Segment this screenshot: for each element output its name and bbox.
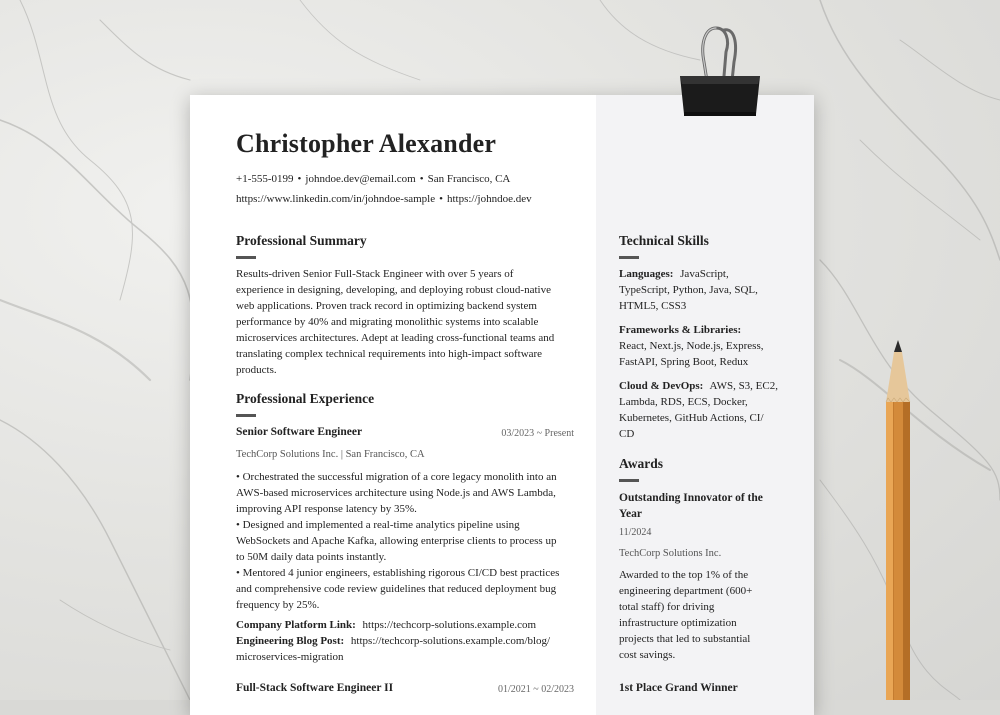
section-rule xyxy=(619,479,639,482)
bullet-line: WebSockets and Apache Kafka, allowing enterprise clients to process up xyxy=(236,535,557,547)
award-title xyxy=(619,680,789,696)
award-org: TechCorp Solutions Inc. xyxy=(619,548,722,559)
summary-line: web applications. Proven track record in optimizing backend system xyxy=(236,300,537,312)
job-title: Full-Stack Software Engineer II xyxy=(236,682,394,694)
section-rule xyxy=(619,256,639,259)
award-desc-line: infrastructure optimization xyxy=(619,617,737,629)
award-desc-line: projects that led to substantial xyxy=(619,633,751,645)
job-dates: 03/2023 ~ Present xyxy=(501,428,574,439)
location-text: San Francisco, CA xyxy=(427,173,511,185)
section-rule xyxy=(236,256,256,259)
separator: • xyxy=(297,173,302,185)
job-title: Senior Software Engineer xyxy=(236,426,363,438)
blog-link-row xyxy=(236,633,586,665)
award-desc-line: Awarded to the top 1% of the xyxy=(619,569,749,581)
candidate-name: Christopher Alexander xyxy=(236,129,497,158)
blog-link[interactable]: https://techcorp-solutions.example.com/blog/ xyxy=(350,635,551,647)
award-title-line: Outstanding Innovator of the xyxy=(619,492,763,504)
separator: • xyxy=(439,193,443,205)
awards-heading: Awards xyxy=(619,456,664,471)
award-desc-line: cost savings. xyxy=(619,649,676,661)
summary-line: performance by 40% and migrating monolithic systems into scalable xyxy=(236,316,539,328)
skill-frameworks xyxy=(619,322,784,370)
website-link[interactable]: https://johndoe.dev xyxy=(446,193,532,205)
award-date: 11/2024 xyxy=(619,527,652,538)
binder-clip-icon xyxy=(672,22,768,132)
platform-link[interactable]: https://techcorp-solutions.example.com xyxy=(362,619,537,631)
phone-text: +1-555-0199 xyxy=(236,173,294,185)
skill-line: JavaScript, xyxy=(680,268,729,280)
contact-line-1 xyxy=(236,173,510,185)
skill-line: FastAPI, Spring Boot, Redux xyxy=(619,356,749,368)
bullet-line: • Orchestrated the successful migration of a core legacy monolith into an xyxy=(236,471,557,483)
skill-line: CD xyxy=(619,428,635,440)
separator: • xyxy=(419,173,424,185)
award-title-line: 1st Place Grand Winner xyxy=(619,682,738,694)
section-rule xyxy=(236,414,256,417)
award-desc-line: total staff) for driving xyxy=(619,601,715,613)
skill-line: TypeScript, Python, Java, SQL, xyxy=(619,284,758,296)
skill-line: AWS, S3, EC2, xyxy=(709,380,778,392)
skill-label: Cloud & DevOps: xyxy=(619,380,704,392)
skill-line: HTML5, CSS3 xyxy=(619,300,687,312)
bullet-line: to 50M daily data points instantly. xyxy=(236,551,387,563)
bullet-line: and comprehensive code review guidelines that reduced deployment bug xyxy=(236,583,557,595)
pencil-icon xyxy=(878,340,918,700)
summary-line: translating complex technical requirements into high-impact software xyxy=(236,348,543,360)
blog-link-continued[interactable]: microservices-migration xyxy=(236,651,344,663)
skill-line: React, Next.js, Node.js, Express, xyxy=(619,340,764,352)
bullet-line: improving API response latency by 35%. xyxy=(236,503,417,515)
summary-line: experience in designing, developing, and deploying robust cloud-native xyxy=(236,284,551,296)
link-label: Engineering Blog Post: xyxy=(236,635,345,647)
summary-line: products. xyxy=(236,364,277,376)
link-label: Company Platform Link: xyxy=(236,619,356,631)
job-dates: 01/2021 ~ 02/2023 xyxy=(498,684,574,695)
award-title xyxy=(619,490,789,522)
summary-text xyxy=(236,266,581,378)
award-description xyxy=(619,567,769,663)
bullet-line: AWS-based microservices architecture using Node.js and AWS Lambda, xyxy=(236,487,556,499)
bullet-line: • Designed and implemented a real-time analytics pipeline using xyxy=(236,519,520,531)
skill-line: Kubernetes, GitHub Actions, CI/ xyxy=(619,412,764,424)
job-bullets xyxy=(236,469,586,613)
award-title-line: Year xyxy=(619,508,642,520)
skills-heading: Technical Skills xyxy=(619,233,709,248)
bullet-line: frequency by 25%. xyxy=(236,599,320,611)
experience-heading: Professional Experience xyxy=(236,391,375,406)
linkedin-link[interactable]: https://www.linkedin.com/in/johndoe-sample xyxy=(236,193,436,205)
job-company: TechCorp Solutions Inc. | San Francisco, CA xyxy=(236,449,425,460)
resume-page xyxy=(190,95,814,715)
summary-line: Results-driven Senior Full-Stack Engineer with over 5 years of xyxy=(236,268,514,280)
contact-line-2 xyxy=(236,193,532,205)
platform-link-row xyxy=(236,617,586,633)
skill-label: Frameworks & Libraries: xyxy=(619,324,742,336)
skill-label: Languages: xyxy=(619,268,674,280)
award-desc-line: engineering department (600+ xyxy=(619,585,753,597)
skill-cloud xyxy=(619,378,784,442)
skill-line: Lambda, RDS, ECS, Docker, xyxy=(619,396,748,408)
bullet-line: • Mentored 4 junior engineers, establishing rigorous CI/CD best practices xyxy=(236,567,560,579)
skill-languages xyxy=(619,266,784,314)
summary-line: microservices architectures. Adept at leading cross-functional teams and xyxy=(236,332,555,344)
summary-heading: Professional Summary xyxy=(236,233,367,248)
email-link[interactable]: johndoe.dev@email.com xyxy=(305,173,416,185)
